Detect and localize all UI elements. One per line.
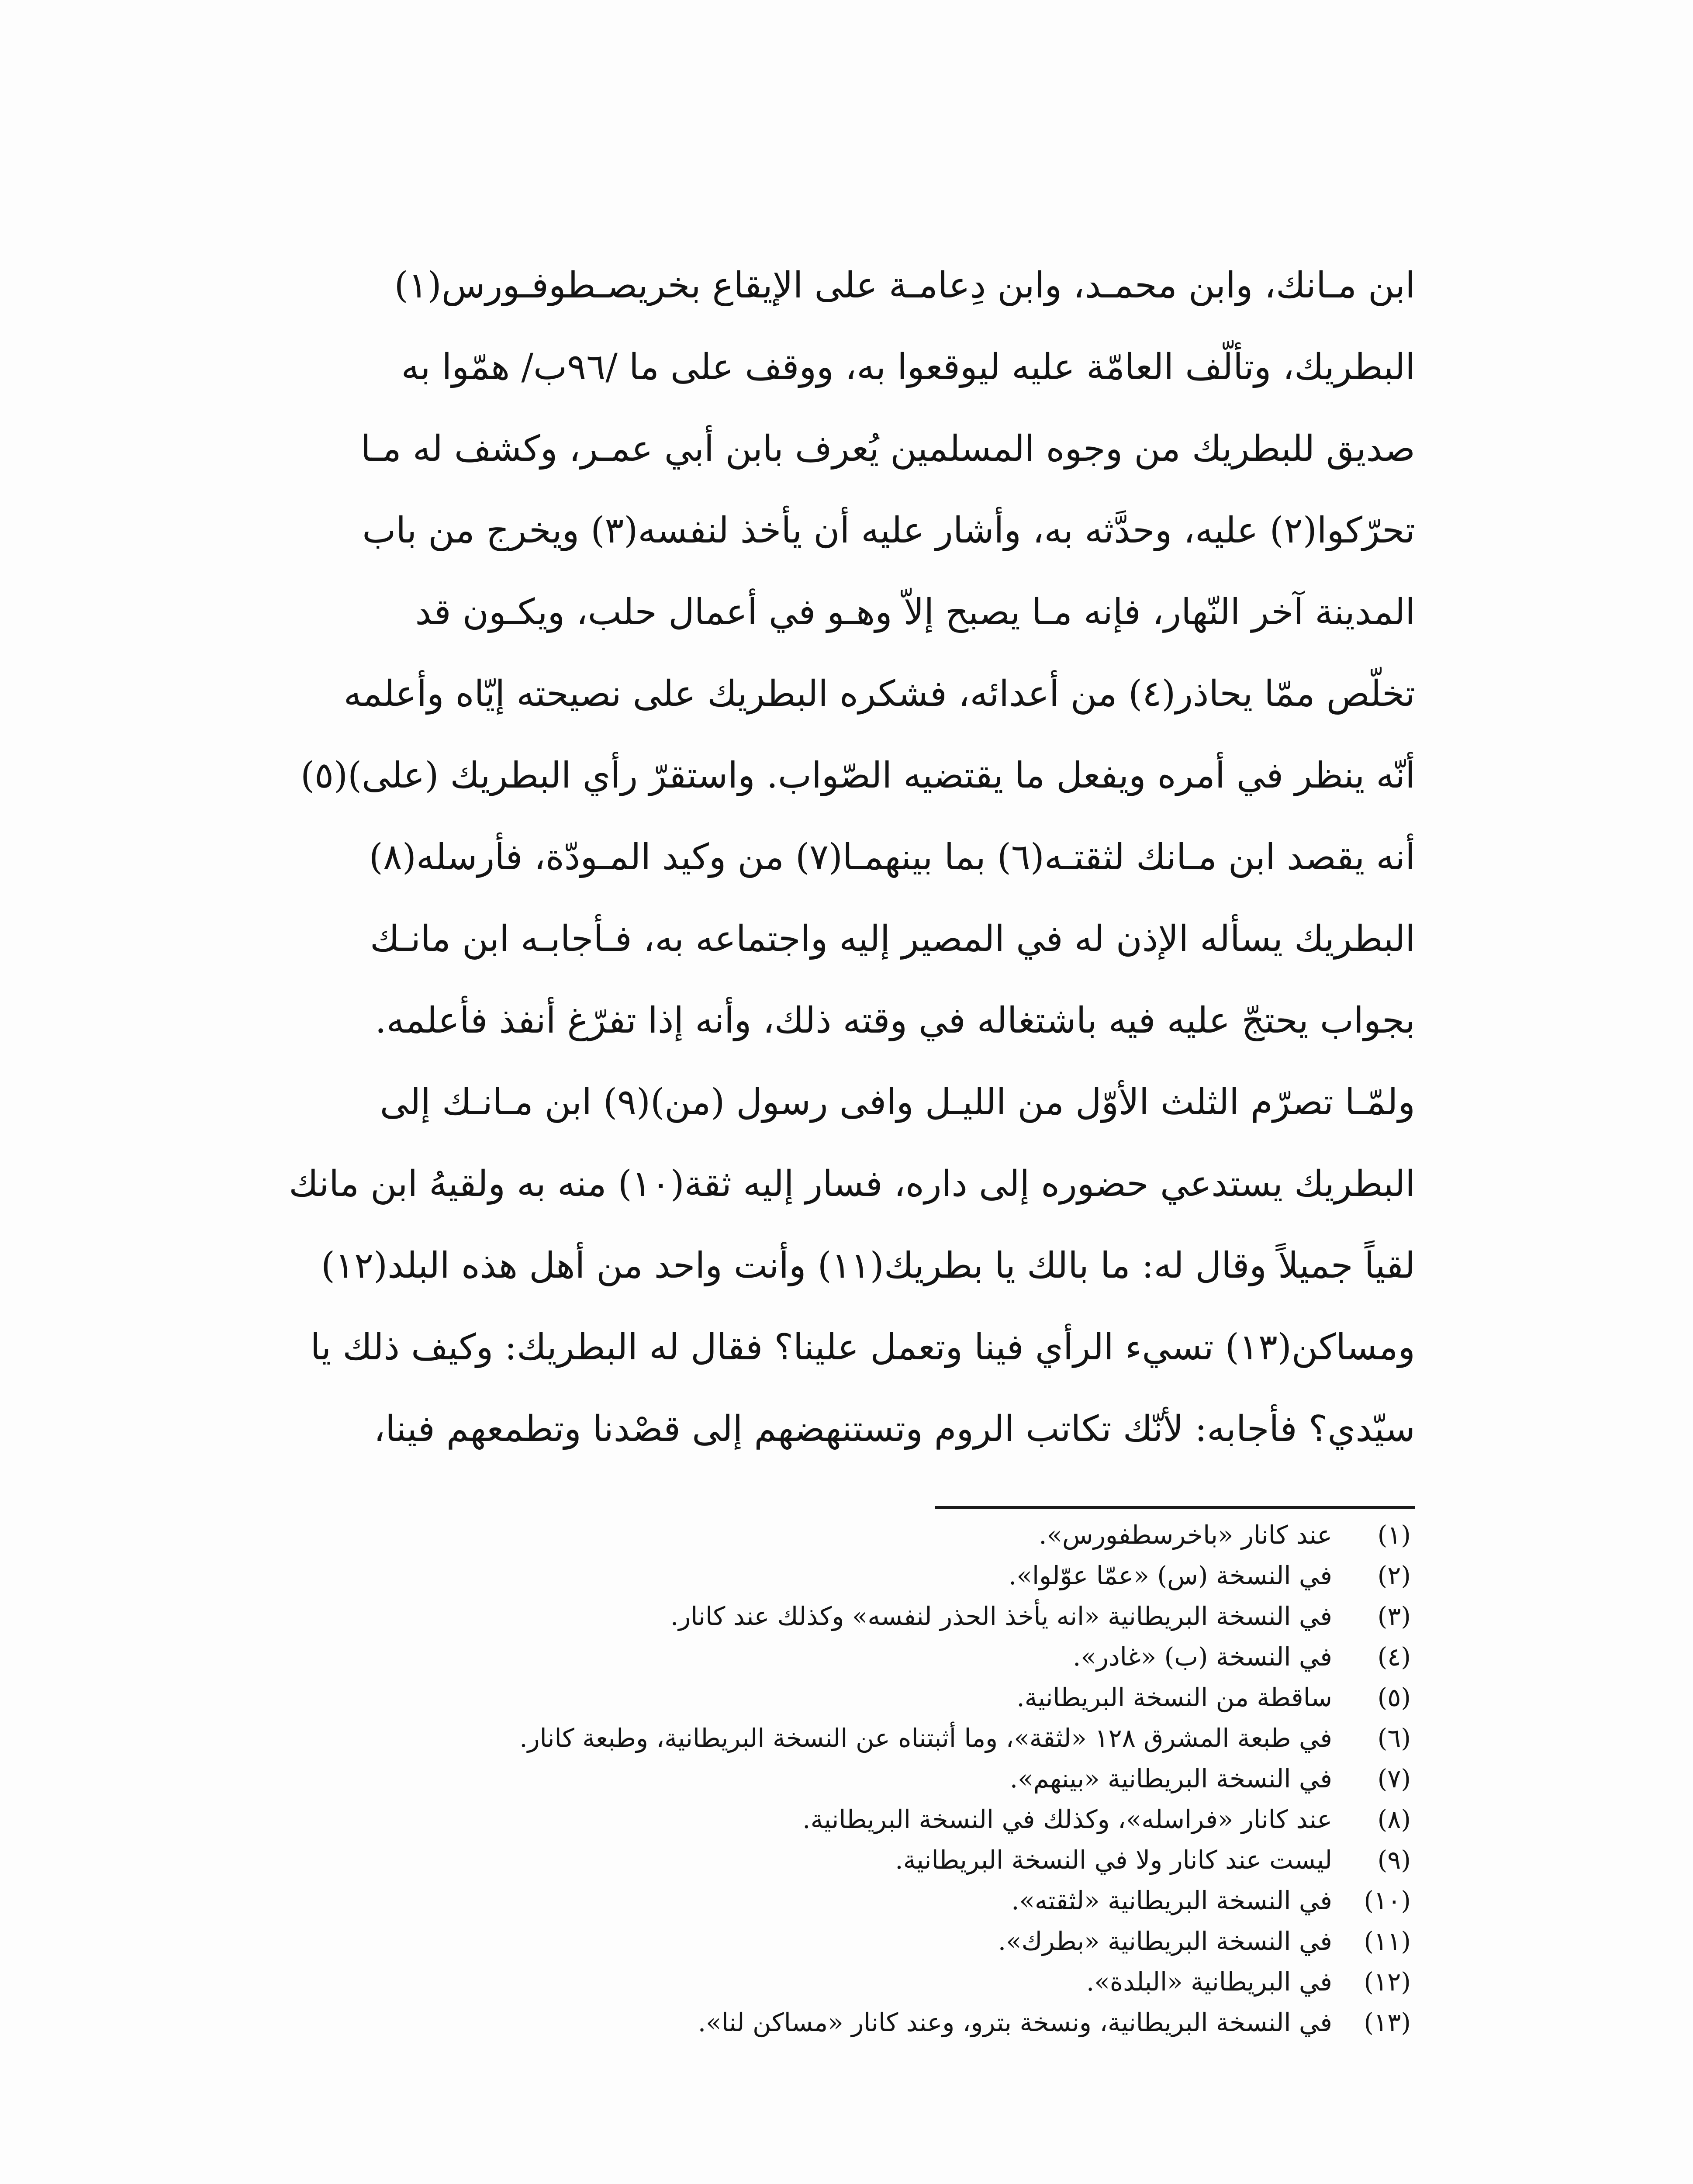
text-line: البطريك، وتألّف العامّة عليه ليوقعوا به، ووقف على ما /٩٦ب/ همّوا به (401, 346, 1415, 388)
text-line: سيّدي؟ فأجابه: لأنّك تكاتب الروم وتستنهضهم إلى قصْدنا وتطمعهم فينا، (373, 1408, 1415, 1450)
text-line: ولمّـا تصرّم الثلث الأوّل من الليـل وافى رسول (من)(٩) ابن مـانـك إلى (380, 1082, 1415, 1123)
footnote-item (306, 1515, 1411, 1555)
footnote-number: (٦) (1377, 1723, 1411, 1753)
footnote-item (306, 1596, 1411, 1637)
footnote-item (306, 1555, 1411, 1596)
footnote-number: (٨) (1377, 1804, 1411, 1834)
footnote-item (306, 1840, 1411, 1880)
footnote-item (306, 1962, 1411, 2002)
footnote-text: في النسخة البريطانية «بطرك». (998, 1926, 1332, 1956)
footnote-text: ليست عند كانار ولا في النسخة البريطانية. (895, 1845, 1332, 1875)
text-line: أنّه ينظر في أمره ويفعل ما يقتضيه الصّواب. واستقرّ رأي البطريك (على)(٥) (301, 755, 1415, 796)
footnote-number: (١٣) (1364, 2008, 1411, 2037)
text-line: المدينة آخر النّهار، فإنه مـا يصبح إلاّ وهـو في أعمال حلب، ويكـون قد (415, 591, 1415, 633)
footnote-number: (٢) (1377, 1561, 1411, 1590)
footnote-number: (١١) (1364, 1926, 1411, 1956)
footnote-number: (٤) (1377, 1642, 1411, 1672)
text-line: ومساكن(١٣) تسيء الرأي فينا وتعمل علينا؟ فقال له البطريك: وكيف ذلك يا (310, 1327, 1415, 1368)
footnote-item (306, 1799, 1411, 1840)
footnote-item (306, 1637, 1411, 1677)
footnote-text: في النسخة البريطانية «بينهم». (1009, 1764, 1332, 1794)
text-line: ابن مـانك، وابن محمـد، وابن دِعامـة على الإيقاع بخريصـطوفـورس(١) (394, 265, 1415, 306)
footnote-number: (١٢) (1364, 1967, 1411, 1997)
footnote-item (306, 1880, 1411, 1921)
text-line: صديق للبطريك من وجوه المسلمين يُعرف بابن أبي عمـر، وكشف له مـا (360, 428, 1415, 470)
footnote-number: (٣) (1377, 1601, 1411, 1631)
footnote-text: في طبعة المشرق ١٢٨ «لثقة»، وما أثبتناه عن النسخة البريطانية، وطبعة كانار. (519, 1723, 1332, 1753)
footnote-text: في النسخة البريطانية، ونسخة بترو، وعند كانار «مساكن لنا». (698, 2008, 1332, 2037)
text-line: أنه يقصد ابن مـانك لثقتـه(٦) بما بينهمـا(٧) من وكيد المـودّة، فأرسله(٨) (369, 836, 1415, 878)
footnote-number: (١) (1377, 1520, 1411, 1550)
footnote-number: (٩) (1377, 1845, 1411, 1875)
footnote-text: في النسخة (ب) «غادر». (1072, 1642, 1332, 1672)
footnote-number: (٥) (1377, 1683, 1411, 1712)
footnote-text: في البريطانية «البلدة». (1086, 1967, 1332, 1997)
main-body-text (157, 245, 1415, 1470)
text-line: البطريك يستدعي حضوره إلى داره، فسار إليه ثقة(١٠) منه به ولقيهُ ابن مانك (289, 1163, 1415, 1205)
footnote-text: عند كانار «باخرسطفورس». (1039, 1520, 1332, 1550)
footnote-separator (935, 1506, 1415, 1509)
footnote-text: عند كانار «فراسله»، وكذلك في النسخة البريطانية. (802, 1804, 1332, 1834)
footnote-text: في النسخة البريطانية «انه يأخذ الحذر لنفسه» وكذلك عند كانار. (670, 1601, 1332, 1631)
footnote-number: (٧) (1377, 1764, 1411, 1794)
text-line: البطريك يسأله الإذن له في المصير إليه واجتماعه به، فـأجابـه ابن مانـك (370, 918, 1415, 960)
footnote-item (306, 1759, 1411, 1799)
footnotes-list (306, 1515, 1411, 2043)
footnote-text: في النسخة (س) «عمّا عوّلوا». (1009, 1561, 1332, 1590)
text-line: تخلّص ممّا يحاذر(٤) من أعدائه، فشكره البطريك على نصيحته إيّاه وأعلمه (343, 673, 1415, 715)
footnote-item (306, 2002, 1411, 2043)
footnote-text: ساقطة من النسخة البريطانية. (1016, 1683, 1332, 1712)
text-line: لقياً جميلاً وقال له: ما بالك يا بطريك(١١) وأنت واحد من أهل هذه البلد(١٢) (321, 1245, 1415, 1286)
footnote-number: (١٠) (1364, 1886, 1411, 1915)
text-line: تحرّكوا(٢) عليه، وحدَّثه به، وأشار عليه أن يأخذ لنفسه(٣) ويخرج من باب (362, 510, 1415, 551)
text-line: بجواب يحتجّ عليه فيه باشتغاله في وقته ذلك، وأنه إذا تفرّغ أنفذ فأعلمه. (375, 1000, 1415, 1041)
footnote-item (306, 1718, 1411, 1759)
footnote-item (306, 1677, 1411, 1718)
footnote-text: في النسخة البريطانية «لثقته». (1011, 1886, 1332, 1915)
footnote-item (306, 1921, 1411, 1962)
